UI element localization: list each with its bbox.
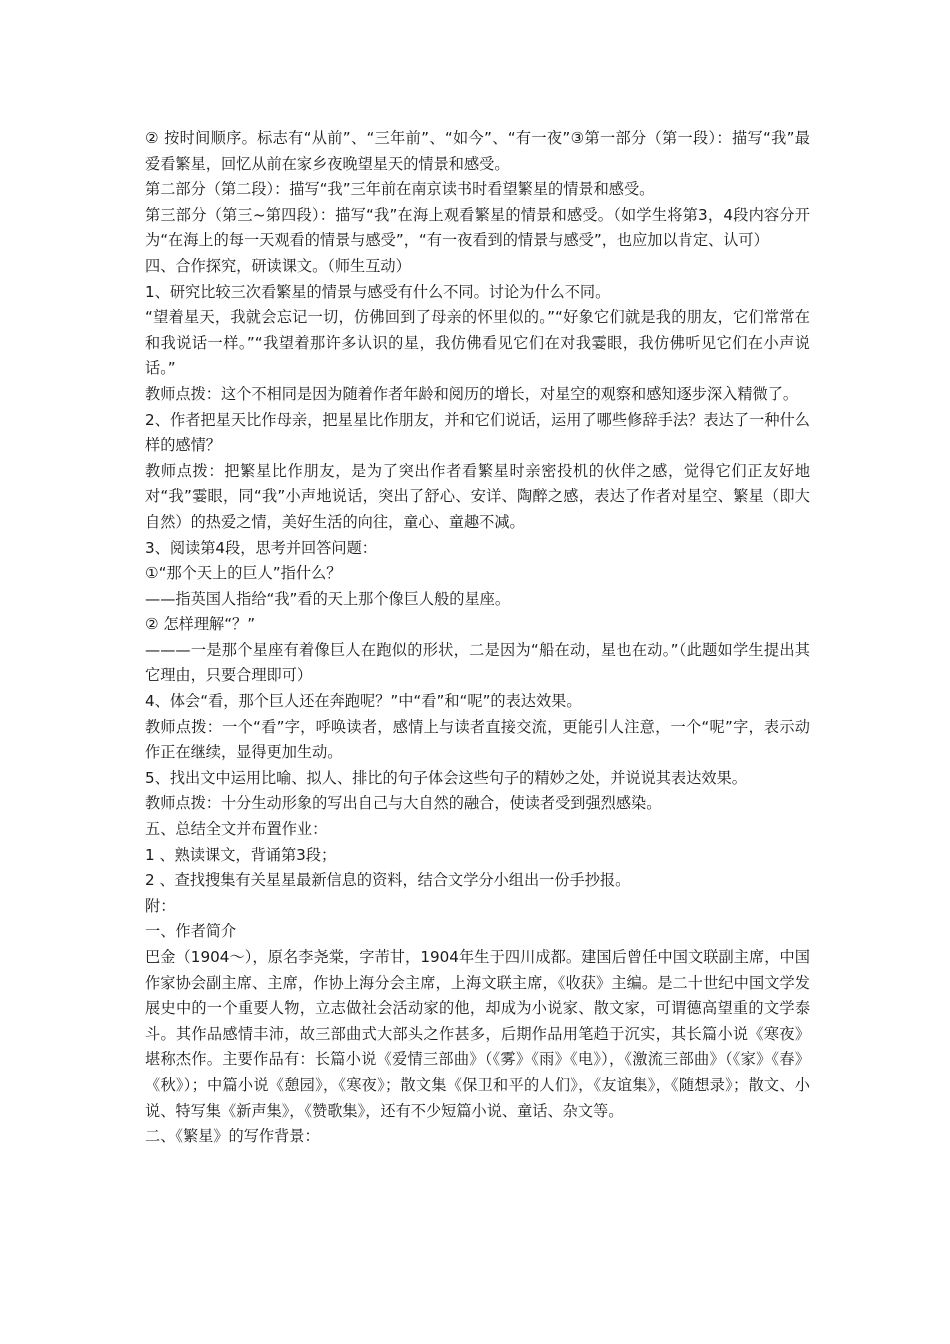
appendix-heading-background: 二、《繁星》的写作背景： bbox=[145, 1127, 320, 1146]
sub-question-3-1: ①“那个天上的巨人”指什么？ bbox=[145, 564, 342, 583]
paragraph-part-two: 第二部分（第二段）：描写“我”三年前在南京读书时看望繁星的情景和感受。 bbox=[145, 180, 655, 199]
question-3: 3、阅读第4段，思考并回答问题： bbox=[145, 538, 377, 557]
sub-question-3-2: ② 怎样理解“？” bbox=[145, 615, 256, 634]
section-heading-summary: 五、总结全文并布置作业： bbox=[145, 820, 328, 839]
quote-passage: “望着星天，我就会忘记一切，仿佛回到了母亲的怀里似的。”“好象它们就是我的朋友，它们常常在和我说话一样。”“我望着那许多认识的星，我仿佛看见它们在对我霎眼，我仿佛听见它们在小声说话。” bbox=[145, 308, 810, 378]
homework-2: 2 、查找搜集有关星星最新信息的资料，结合文学分小组出一份手抄报。 bbox=[145, 871, 631, 890]
homework-1: 1 、熟读课文，背诵第3段； bbox=[145, 845, 337, 864]
paragraph-order-and-structure: ② 按时间顺序。标志有“从前”、“三年前”、“如今”、“有一夜”③第一部分（第一段）：描写“我”最爱看繁星，回忆从前在家乡夜晚望星天的情景和感受。 bbox=[145, 129, 810, 173]
teacher-note-2: 教师点拨：把繁星比作朋友，是为了突出作者看繁星时亲密投机的伙伴之感，觉得它们正友好地对“我”霎眼，同“我”小声地说话，突出了舒心、安详、陶醉之感，表达了作者对星空、繁星（即大自然）的热爱之情，美好生活的向往，童心、童趣不减。 bbox=[145, 461, 810, 531]
appendix-label: 附： bbox=[145, 896, 176, 915]
teacher-note-4: 教师点拨：一个“看”字，呼唤读者，感情上与读者直接交流，更能引人注意，一个“呢”字，表示动作正在继续，显得更加生动。 bbox=[145, 717, 810, 762]
section-heading-cooperative-inquiry: 四、合作探究，研读课文。（师生互动） bbox=[145, 256, 411, 275]
question-5: 5、找出文中运用比喻、拟人、排比的句子体会这些句子的精妙之处，并说说其表达效果。 bbox=[145, 768, 747, 787]
paragraph-part-three: 第三部分（第三~第四段）：描写“我”在海上观看繁星的情景和感受。（如学生将第3，4段内容分开为“在海上的每一天观看的情景与感受”，“有一夜看到的情景与感受”，也应加以肯定、认可） bbox=[145, 205, 810, 250]
document-body bbox=[145, 126, 810, 1150]
question-1: 1、研究比较三次看繁星的情景与感受有什么不同。讨论为什么不同。 bbox=[145, 282, 611, 301]
teacher-note-5: 教师点拨：十分生动形象的写出自己与大自然的融合，使读者受到强烈感染。 bbox=[145, 794, 662, 813]
answer-3-2: ———一是那个星座有着像巨人在跑似的形状，二是因为“船在动，星也在动。”（此题如学生提出其它理由，只要合理即可） bbox=[145, 640, 810, 685]
answer-3-1: ——指英国人指给“我”看的天上那个像巨人般的星座。 bbox=[145, 589, 511, 608]
author-biography: 巴金（1904～），原名李尧棠，字芾甘，1904年生于四川成都。建国后曾任中国文联副主席，中国作家协会副主席、主席，作协上海分会主席，上海文联主席，《收获》主编。是二十世纪中国文学发展史中的一个重要人物，立志做社会活动家的他，却成为小说家、散文家，可谓德高望重的文学泰斗。其作品感情丰沛，故三部曲式大部头之作甚多，后期作品用笔趋于沉实，其长篇小说《寒夜》堪称杰作。主要作品有：长篇小说《爱情三部曲》（《雾》《雨》《电》），《激流三部曲》（《家》《春》《秋》）；中篇小说《憩园》，《寒夜》；散文集《保卫和平的人们》，《友谊集》，《随想录》；散文、小说、特写集《新声集》，《赞歌集》，还有不少短篇小说、童话、杂文等。 bbox=[145, 948, 810, 1120]
question-2: 2、作者把星天比作母亲，把星星比作朋友，并和它们说话，运用了哪些修辞手法？表达了一种什么样的感情？ bbox=[145, 410, 810, 455]
question-4: 4、体会“看，那个巨人还在奔跑呢？”中“看”和“呢”的表达效果。 bbox=[145, 692, 582, 711]
appendix-heading-author: 一、作者简介 bbox=[145, 922, 237, 941]
teacher-note-1: 教师点拨：这个不相同是因为随着作者年龄和阅历的增长，对星空的观察和感知逐步深入精微了。 bbox=[145, 384, 799, 403]
